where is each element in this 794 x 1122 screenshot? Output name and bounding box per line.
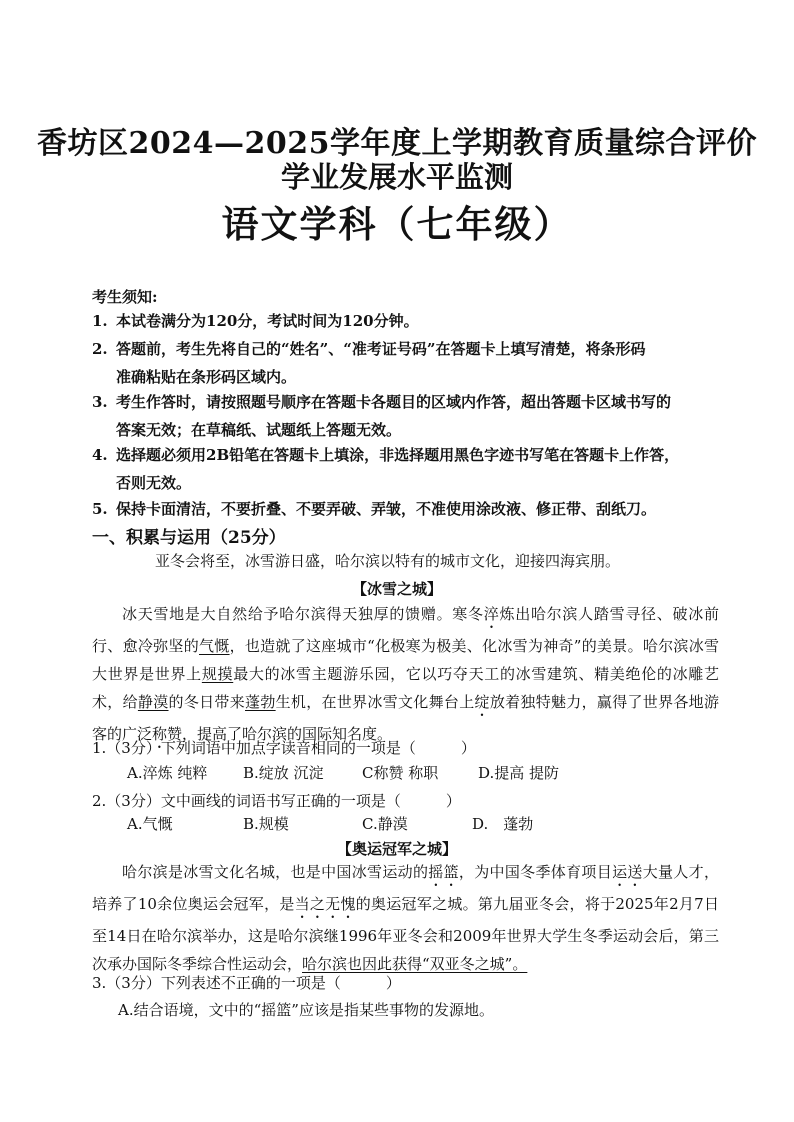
q1-option-a[interactable]: A.淬炼 纯粹 (127, 764, 208, 782)
part2-title: 【奥运冠军之城】 (336, 840, 457, 858)
q2-option-b[interactable]: B.规模 (243, 815, 289, 833)
section-heading: 一、积累与运用（25分） (92, 528, 286, 548)
notice-rule-3: 3. 考生作答时，请按照题号顺序在答题卡各题目的区域内作答，超出答题卡区域书写的 答案无效；在草稿纸、试题纸上答题无效。 (92, 393, 672, 439)
q1-option-b[interactable]: B.绽放 沉淀 (243, 764, 324, 782)
exam-subject-title: 语文学科（七年级） (221, 202, 573, 246)
q1-option-d[interactable]: D.提高 提防 (478, 764, 560, 782)
exam-title-line1: 香坊区2024—2025学年度上学期教育质量综合评价 (37, 126, 757, 161)
question-1-stem: 1.（3分）下列词语中加点字读音相同的一项是（ ） (92, 739, 476, 757)
exam-title-line2: 学业发展水平监测 (280, 160, 513, 194)
notice-rule-5: 5. 保持卡面清洁，不要折叠、不要弄破、弄皱，不准使用涂改液、修正带、刮纸刀。 (92, 500, 657, 518)
question-2-stem: 2.（3分）文中画线的词语书写正确的一项是（ ） (92, 792, 461, 810)
q3-option-a[interactable]: A.结合语境，文中的“摇篮”应该是指某些事物的发源地。 (118, 1001, 494, 1019)
part1-title: 【冰雪之城】 (351, 580, 442, 598)
q1-option-c[interactable]: C称赞 称职 (362, 764, 439, 782)
notice-rule-1: 1. 本试卷满分为120分，考试时间为120分钟。 (92, 312, 419, 330)
q2-option-d[interactable]: D. 蓬勃 (472, 815, 534, 833)
q2-option-a[interactable]: A.气慨 (127, 815, 173, 833)
section-intro: 亚冬会将至，冰雪游日盛，哈尔滨以特有的城市文化，迎接四海宾朋。 (155, 552, 621, 570)
part2-passage: 哈尔滨是冰雪文化名城，也是中国冰雪运动的摇篮，为中国冬季体育项目运送大量人才，培养了10余位奥运会冠军，是当之无愧的奥运冠军之城。第九届亚冬会，将于2025年2月7日至14日在哈尔滨举办，这是哈尔滨继1996年亚冬会和2009年世界大学生冬季运动会后，第三次承办国际冬季综合性运动会，哈尔滨也因此获得“双亚冬之城”。 (92, 863, 719, 973)
notice-heading: 考生须知: (92, 288, 158, 306)
notice-rule-4: 4. 选择题必须用2B铅笔在答题卡上填涂，非选择题用黑色字迹书写笔在答题卡上作答， 否则无效。 (92, 446, 680, 492)
q2-option-c[interactable]: C.静漠 (362, 815, 408, 833)
notice-rule-2: 2. 答题前，考生先将自己的“姓名”、“准考证号码”在答题卡上填写清楚，将条形码 准确粘贴在条形码区域内。 (92, 340, 646, 386)
part1-passage: 冰天雪地是大自然给予哈尔滨得天独厚的馈赠。寒冬淬炼出哈尔滨人踏雪寻径、破冰前行、愈冷弥坚的气慨，也造就了这座城市“化极寒为极美、化冰雪为神奇”的美景。哈尔滨冰雪大世界是世界上规摸最大的冰雪主题游乐园，它以巧夺天工的冰雪建筑、精美绝伦的冰雕艺术，给静漠的冬日带来蓬勃生机，在世界冰雪文化舞台上绽放着独特魅力，赢得了世界各地游客的广泛称赞，提高了哈尔滨的国际知名度。 (92, 605, 719, 743)
question-3-stem: 3.（3分）下列表述不正确的一项是（ ） (92, 974, 401, 992)
